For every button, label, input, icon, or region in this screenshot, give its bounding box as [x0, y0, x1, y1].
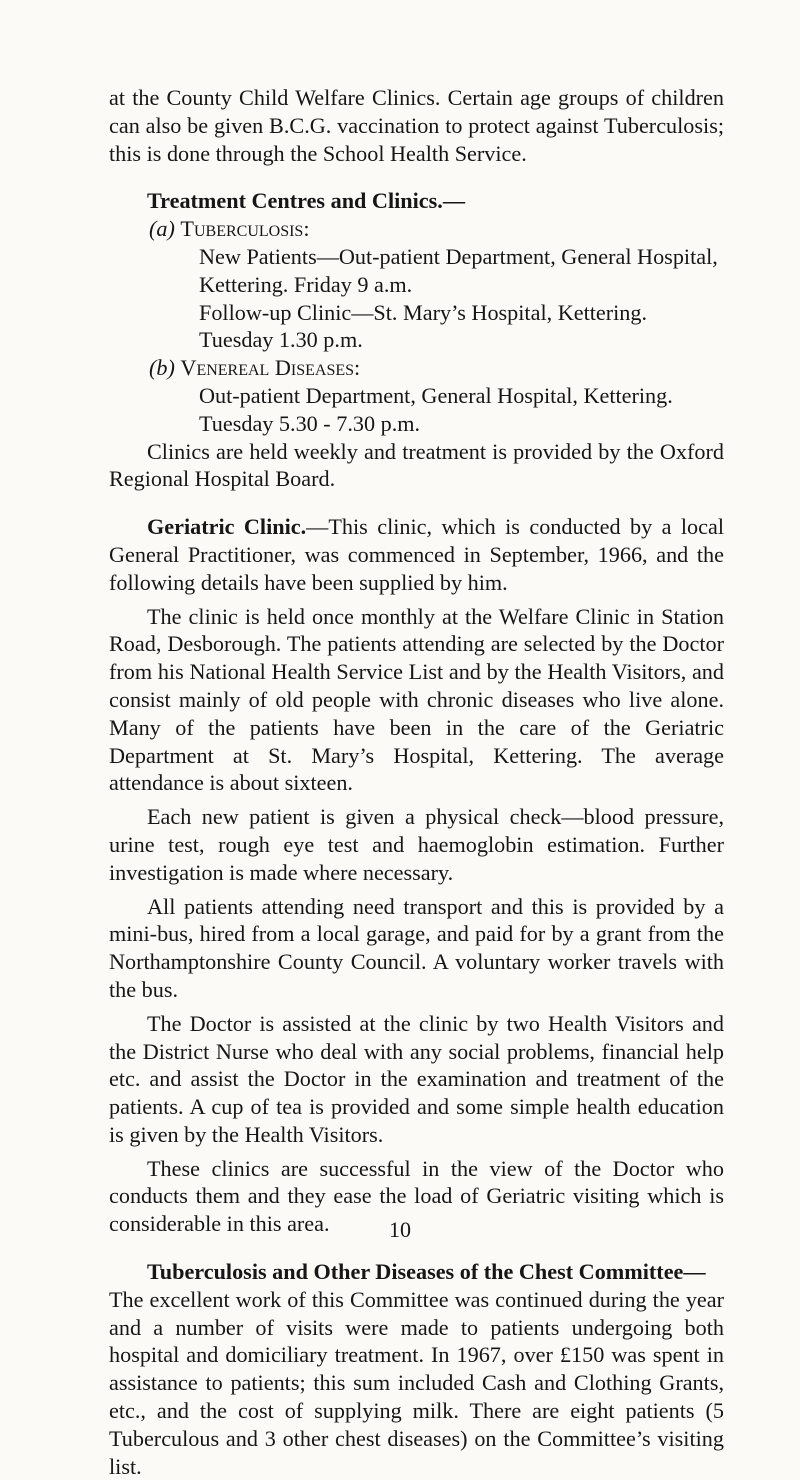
geriatric-paragraph-4: The Doctor is assisted at the clinic by two Health Visitors and the District Nurse who deal with any social problems, financial help etc. and assist the Doctor in the examination and treatment of the patients. A cup of tea is provided and some simple health education is given by the Health Visitors.: [109, 1010, 724, 1147]
geriatric-intro-text: —This clinic, which is conducted by a local General Practitioner, was commenced in September, 1966, and the following details have been supplied by him.: [109, 514, 724, 595]
opening-paragraph: at the County Child Welfare Clinics. Certain age groups of children can also be given B.C.G. vaccination to protect against Tuberculosis; this is done through the School Health Service.: [109, 85, 724, 166]
tb-line-2: Kettering. Friday 9 a.m.: [199, 271, 413, 297]
venereal-subheading: [109, 354, 724, 382]
geriatric-intro-paragraph: [109, 513, 724, 596]
item-a-label: (a): [149, 216, 175, 242]
tb-line-4: Tuesday 1.30 p.m.: [199, 327, 363, 353]
tuberculosis-title: Tuberculosis:: [180, 216, 310, 242]
geriatric-heading: Geriatric Clinic.: [147, 514, 307, 540]
venereal-title: Venereal Diseases:: [180, 355, 361, 381]
geriatric-paragraph-5: These clinics are successful in the view of the Doctor who conducts them and they ease the load of Geriatric visiting which is considerable in this area.: [109, 1155, 724, 1237]
geriatric-paragraph-2: Each new patient is given a physical check—blood pressure, urine test, rough eye test and haemoglobin estimation. Further investigation is made where necessary.: [109, 804, 724, 885]
geriatric-paragraph-3: All patients attending need transport and this is provided by a mini-bus, hired from a local garage, and paid for by a grant from the Northamptonshire County Council. A voluntary worker travels with the bus.: [109, 893, 724, 1002]
geriatric-paragraph-1: The clinic is held once monthly at the Welfare Clinic in Station Road, Desborough. The patients attending are selected by the Doctor from his National Health Service List and by the Health Visitors, and consist mainly of old people with chronic diseases who live alone. Many of the patients have been in the care of the Geriatric Department at St. Mary’s Hospital, Kettering. The average attendance is about sixteen.: [109, 603, 724, 796]
item-b-label: (b): [149, 355, 175, 381]
clinics-note: Clinics are held weekly and treatment is provided by the Oxford Regional Hospital Board.: [109, 438, 724, 492]
chest-committee-heading: Tuberculosis and Other Diseases of the Chest Committee—: [147, 1259, 706, 1285]
vd-line-2: Tuesday 5.30 - 7.30 p.m.: [199, 410, 421, 436]
tuberculosis-subheading: [109, 215, 724, 243]
vd-line-1: Out-patient Department, General Hospital, Kettering.: [199, 382, 673, 408]
tb-line-1: New Patients—Out-patient Department, General Hospital,: [199, 243, 718, 269]
tb-line-3: Follow-up Clinic—St. Mary’s Hospital, Kettering.: [199, 299, 648, 325]
treatment-heading: Treatment Centres and Clinics.—: [147, 188, 466, 214]
chest-committee-paragraph: The excellent work of this Committee was continued during the year and a number of visits were made to patients undergoing both hospital and domiciliary treatment. In 1967, over £150 was spent in assistance to patients; this sum included Cash and Clothing Grants, etc., and the cost of supplying milk. There are eight patients (5 Tuberculous and 3 other chest diseases) on the Committee’s visiting list.: [109, 1286, 724, 1479]
page-number: 10: [389, 1217, 411, 1242]
